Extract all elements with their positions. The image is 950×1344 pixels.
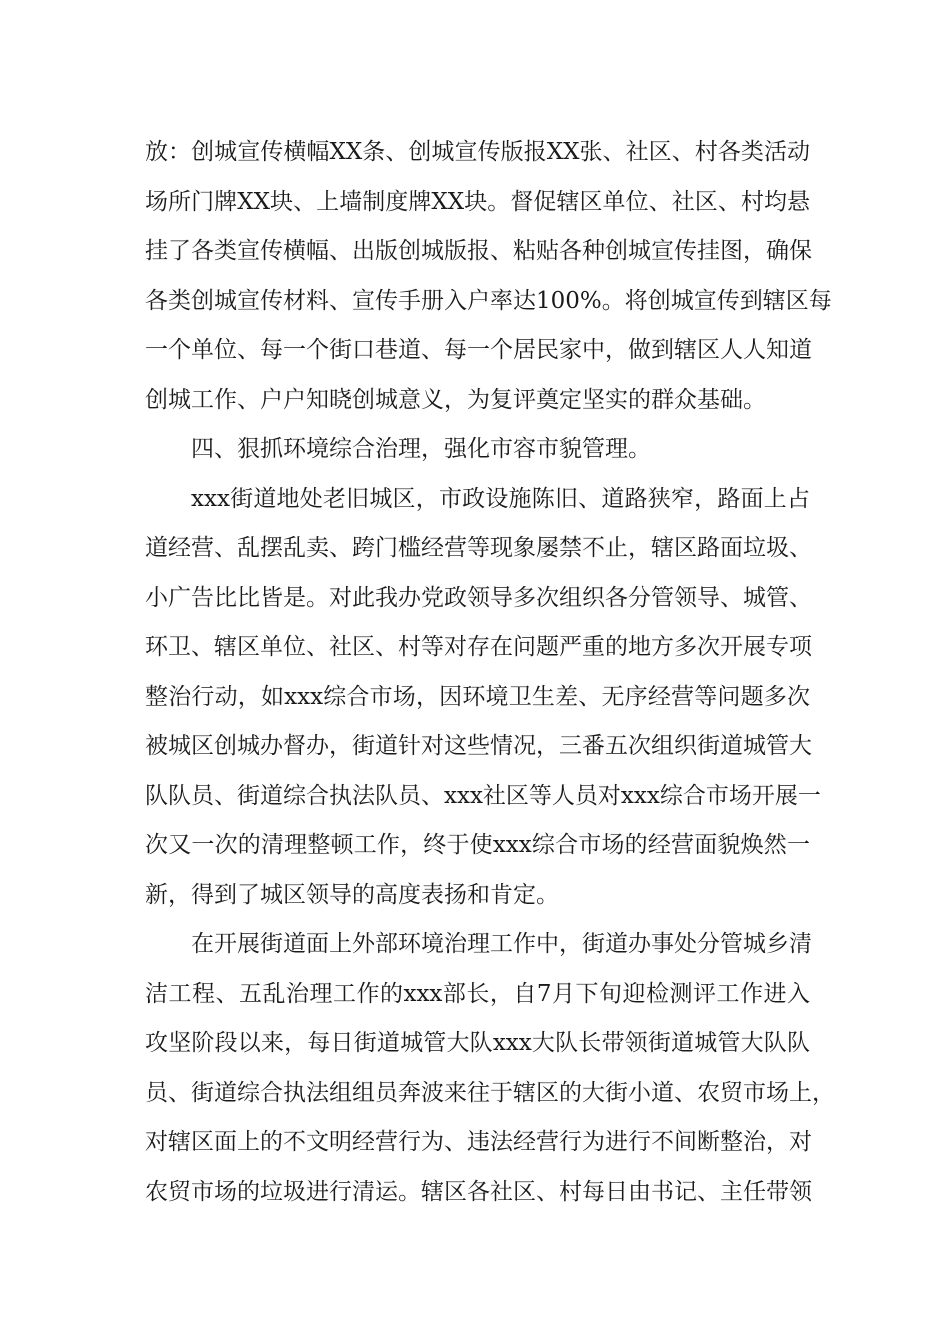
document-body bbox=[145, 128, 835, 1217]
text-line: 对辖区面上的不文明经营行为、违法经营行为进行不间断整治，对 bbox=[145, 1129, 812, 1155]
text-line: 挂了各类宣传横幅、出版创城版报、粘贴各种创城宣传挂图，确保 bbox=[145, 238, 812, 264]
text-line: xxx街道地处老旧城区，市政设施陈旧、道路狭窄，路面上占 bbox=[191, 485, 810, 512]
text-line: 一个单位、每一个街口巷道、每一个居民家中，做到辖区人人知道 bbox=[145, 337, 812, 363]
text-line: 攻坚阶段以来，每日街道城管大队xxx大队长带领街道城管大队队 bbox=[145, 1030, 810, 1056]
text-line: 在开展街道面上外部环境治理工作中，街道办事处分管城乡清 bbox=[191, 931, 812, 957]
text-line: 洁工程、五乱治理工作的xxx部长，自7月下旬迎检测评工作进入 bbox=[145, 980, 810, 1007]
text-line: 整治行动，如xxx综合市场，因环境卫生差、无序经营等问题多次 bbox=[145, 683, 810, 710]
text-line: 各类创城宣传材料、宣传手册入户率达100%。将创城宣传到辖区每 bbox=[145, 287, 832, 314]
paragraph-street-governance bbox=[145, 920, 835, 1217]
text-line: 被城区创城办督办，街道针对这些情况，三番五次组织街道城管大 bbox=[145, 733, 812, 759]
text-line: 道经营、乱摆乱卖、跨门槛经营等现象屡禁不止，辖区路面垃圾、 bbox=[145, 535, 812, 561]
text-line: 员、街道综合执法组组员奔波来往于辖区的大街小道、农贸市场上， bbox=[145, 1079, 835, 1106]
paragraph-publicity-materials bbox=[145, 128, 832, 425]
text-line: 队队员、街道综合执法队员、xxx社区等人员对xxx综合市场开展一 bbox=[145, 782, 821, 809]
text-line: 农贸市场的垃圾进行清运。辖区各社区、村每日由书记、主任带领 bbox=[145, 1178, 812, 1205]
text-line: 放：创城宣传横幅XX条、创城宣传版报XX张、社区、村各类活动 bbox=[145, 139, 810, 165]
text-line: 场所门牌XX块、上墙制度牌XX块。督促辖区单位、社区、村均悬 bbox=[145, 188, 810, 215]
text-line: 新，得到了城区领导的高度表扬和肯定。 bbox=[145, 881, 559, 908]
section-heading-four bbox=[145, 425, 810, 475]
section-heading: 四、狠抓环境综合治理，强化市容市貌管理。 bbox=[191, 436, 651, 462]
text-line: 创城工作、户户知晓创城意义，为复评奠定坚实的群众基础。 bbox=[145, 386, 766, 413]
text-line: 次又一次的清理整顿工作，终于使xxx综合市场的经营面貌焕然一 bbox=[145, 832, 810, 858]
text-line: 小广告比比皆是。对此我办党政领导多次组织各分管领导、城管、 bbox=[145, 584, 812, 611]
text-line: 环卫、辖区单位、社区、村等对存在问题严重的地方多次开展专项 bbox=[145, 634, 812, 660]
paragraph-market-rectification bbox=[145, 475, 821, 921]
